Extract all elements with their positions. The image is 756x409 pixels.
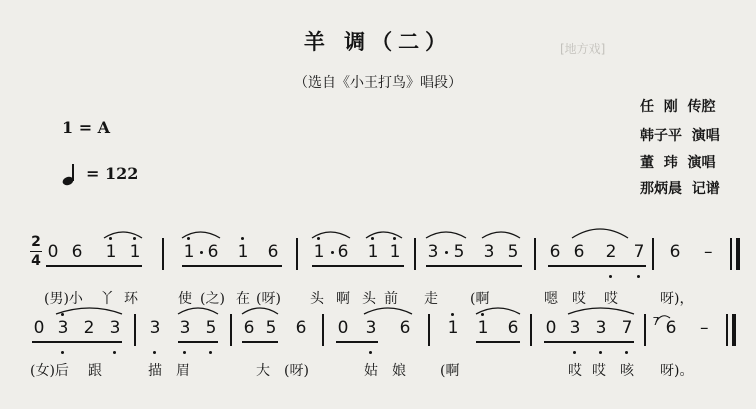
- lyric: 姑: [364, 363, 378, 379]
- key-signature: 1 = A: [62, 118, 111, 137]
- lyric: 大: [256, 363, 270, 379]
- lyric: (呀): [256, 291, 281, 307]
- lyric: 咳: [620, 363, 634, 379]
- note: 1: [367, 242, 379, 262]
- lyric: 呀)。: [660, 363, 694, 379]
- lyric: 呀)，: [660, 291, 694, 307]
- lyric: 头: [362, 291, 376, 307]
- note: 2: [83, 318, 95, 338]
- note: 0: [337, 318, 349, 338]
- credit-1: 任 刚 传腔: [640, 99, 716, 115]
- note: 1: [477, 318, 489, 338]
- note: 6: [243, 318, 255, 338]
- note: 5: [265, 318, 277, 338]
- lyric: 走: [424, 291, 438, 307]
- note: 3: [569, 318, 581, 338]
- page-title: 羊 调（二）: [303, 29, 453, 54]
- lyric: 前: [384, 291, 398, 307]
- note: 6: [573, 242, 585, 262]
- lyric: 丫: [100, 291, 114, 307]
- note: 6: [549, 242, 561, 262]
- lyric: (女)后: [30, 363, 69, 379]
- note: 1: [237, 242, 249, 262]
- lyric: (啊: [440, 363, 460, 379]
- note: 1: [183, 242, 195, 262]
- lyric: (呀): [284, 363, 309, 379]
- note: 2: [605, 242, 617, 262]
- note: 7: [621, 318, 633, 338]
- lyric: 使: [178, 291, 192, 307]
- lyric: 哎: [568, 363, 582, 379]
- note: 3: [483, 242, 495, 262]
- lyric: 啊: [336, 291, 350, 307]
- note: 6: [399, 318, 411, 338]
- note: 0: [47, 242, 59, 262]
- lyric: (啊: [470, 291, 490, 307]
- note: 1: [129, 242, 141, 262]
- note: 3: [179, 318, 191, 338]
- note: 1: [105, 242, 117, 262]
- lyric: 头: [310, 291, 324, 307]
- lyric: 环: [124, 291, 138, 307]
- credit-3: 董 玮 演唱: [640, 155, 716, 171]
- note: 3: [595, 318, 607, 338]
- note: 3: [427, 242, 439, 262]
- note: 1: [313, 242, 325, 262]
- note: 1: [389, 242, 401, 262]
- lyric: 哎: [604, 291, 618, 307]
- note: 3: [109, 318, 121, 338]
- note: 6: [267, 242, 279, 262]
- note: 6: [295, 318, 307, 338]
- note: 3: [365, 318, 377, 338]
- note: 3: [57, 318, 69, 338]
- note: 5: [205, 318, 217, 338]
- credit-2: 韩子平 演唱: [640, 128, 720, 144]
- note: 6: [669, 242, 681, 262]
- lyric: (男)小: [44, 291, 83, 307]
- note: 0: [33, 318, 45, 338]
- dash: –: [704, 242, 713, 262]
- credit-4: 那炳晨 记谱: [640, 181, 720, 197]
- note: 6: [337, 242, 349, 262]
- note: 6: [507, 318, 519, 338]
- grace-note: 7: [652, 315, 660, 328]
- lyric: 眉: [176, 363, 190, 379]
- tempo-marking: = 122: [86, 164, 139, 183]
- lyric: 在: [236, 291, 250, 307]
- lyric: 哎: [572, 291, 586, 307]
- dash: –: [700, 318, 709, 338]
- time-signature-top: 2: [31, 234, 41, 250]
- lyric: 跟: [88, 363, 102, 379]
- note: 5: [507, 242, 519, 262]
- lyric: 描: [148, 363, 162, 379]
- lyric: (之): [200, 291, 225, 307]
- note: 5: [453, 242, 465, 262]
- lyric: 娘: [392, 363, 406, 379]
- note: 0: [545, 318, 557, 338]
- lyric: 嗯: [544, 291, 558, 307]
- note: 6: [665, 318, 677, 338]
- time-signature-bottom: 4: [31, 253, 41, 269]
- note: 6: [71, 242, 83, 262]
- note: 3: [149, 318, 161, 338]
- subtitle: （选自《小王打鸟》唱段）: [294, 75, 462, 91]
- bleed-text: [地方戏]: [560, 42, 606, 56]
- note: 1: [447, 318, 459, 338]
- note: 6: [207, 242, 219, 262]
- note: 7: [633, 242, 645, 262]
- lyric: 哎: [592, 363, 606, 379]
